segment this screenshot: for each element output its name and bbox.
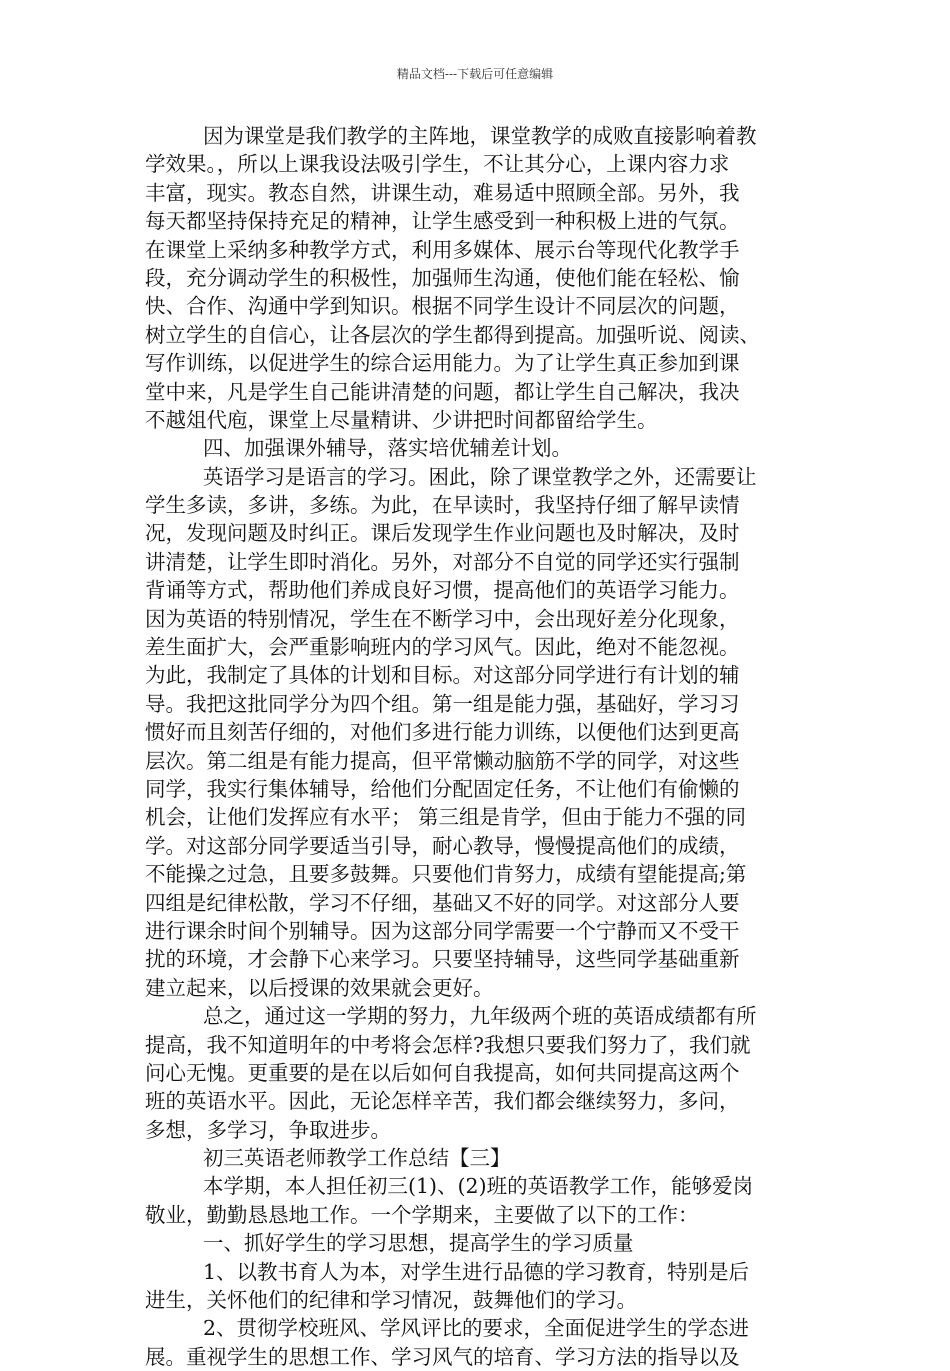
text-line: 本学期，本人担任初三(1)、(2)班的英语教学工作，能够爱岗 xyxy=(203,1174,754,1199)
text-line: 写作训练，以促进学生的综合运用能力。为了让学生真正参加到课 xyxy=(145,351,740,376)
text-line: 讲清楚，让学生即时消化。另外，对部分不自觉的同学还实行强制 xyxy=(145,549,740,574)
text-line: 进行课余时间个别辅导。因为这部分同学需要一个宁静而又不受干 xyxy=(145,918,740,943)
text-line: 段，充分调动学生的积极性，加强师生沟通，使他们能在轻松、愉 xyxy=(145,265,740,290)
document-body xyxy=(145,122,807,1371)
text-line: 丰富，现实。教态自然，讲课生动，难易适中照顾全部。另外，我 xyxy=(145,180,740,205)
text-line: 惯好而且刻苦仔细的，对他们多进行能力训练，以便他们达到更高 xyxy=(145,720,740,745)
text-line: 因为课堂是我们教学的主阵地，课堂教学的成败直接影响着教 xyxy=(203,124,757,148)
text-line: 提高，我不知道明年的中考将会怎样?我想只要我们努力了，我们就 xyxy=(145,1032,751,1057)
text-line: 为此，我制定了具体的计划和目标。对这部分同学进行有计划的辅 xyxy=(145,663,740,688)
text-line: 况，发现问题及时纠正。课后发现学生作业问题也及时解决，及时 xyxy=(145,521,740,546)
text-line: 背诵等方式，帮助他们养成良好习惯，提高他们的英语学习能力。 xyxy=(145,578,740,603)
text-line: 总之，通过这一学期的努力，九年级两个班的英语成绩都有所 xyxy=(203,1004,757,1029)
text-line: 堂中来，凡是学生自己能讲清楚的问题，都让学生自己解决，我决 xyxy=(145,379,740,404)
text-line: 快、合作、沟通中学到知识。根据不同学生设计不同层次的问题， xyxy=(145,294,740,319)
text-line: 学。对这部分同学要适当引导，耐心教导，慢慢提高他们的成绩， xyxy=(145,833,740,858)
text-line: 问心无愧。更重要的是在以后如何自我提高，如何共同提高这两个 xyxy=(145,1060,740,1085)
text-line: 不越俎代庖，课堂上尽量精讲、少讲把时间都留给学生。 xyxy=(145,407,658,432)
text-line: 进生，关怀他们的纪律和学习情况，鼓舞他们的学习。 xyxy=(145,1288,637,1313)
text-line: 四、加强课外辅导，落实培优辅差计划。 xyxy=(203,436,572,461)
text-line: 1、以教书育人为本，对学生进行品德的学习教育，特别是后 xyxy=(203,1259,750,1284)
text-line: 学效果。，所以上课我设法吸引学生，不让其分心，上课内容力求 xyxy=(145,152,730,177)
text-line: 班的英语水平。因此，无论怎样辛苦，我们都会继续努力，多问， xyxy=(145,1089,740,1114)
text-line: 层次。第二组是有能力提高，但平常懒动脑筋不学的同学，对这些 xyxy=(145,748,740,773)
text-line: 展。重视学生的思想工作、学习风气的培育、学习方法的指导以及 xyxy=(145,1344,740,1369)
text-line: 2、贯彻学校班风、学风评比的要求，全面促进学生的学态进 xyxy=(203,1316,750,1341)
text-line: 因为英语的特别情况，学生在不断学习中，会出现好差分化现象， xyxy=(145,606,740,631)
text-line: 扰的环境，才会静下心来学习。只要坚持辅导，这些同学基础重新 xyxy=(145,947,740,972)
text-line: 树立学生的自信心，让各层次的学生都得到提高。加强听说、阅读、 xyxy=(145,322,760,347)
text-line: 同学，我实行集体辅导，给他们分配固定任务，不让他们有偷懒的 xyxy=(145,776,740,801)
text-line: 每天都坚持保持充足的精神，让学生感受到一种积极上进的气氛。 xyxy=(145,209,740,234)
text-line: 导。我把这批同学分为四个组。第一组是能力强，基础好，学习习 xyxy=(145,691,740,716)
text-line: 差生面扩大，会严重影响班内的学习风气。因此，绝对不能忽视。 xyxy=(145,635,740,660)
text-line: 四组是纪律松散，学习不仔细，基础又不好的同学。对这部分人要 xyxy=(145,890,740,915)
text-line: 初三英语老师教学工作总结【三】 xyxy=(203,1146,511,1171)
text-line: 机会，让他们发挥应有水平； 第三组是肯学，但由于能力不强的同 xyxy=(145,805,747,830)
page-header: 精品文档---下载后可任意编辑 xyxy=(396,67,554,81)
text-line: 建立起来，以后授课的效果就会更好。 xyxy=(145,975,494,1000)
text-line: 敬业，勤勤恳恳地工作。一个学期来，主要做了以下的工作： xyxy=(145,1202,699,1227)
text-line: 英语学习是语言的学习。困此，除了课堂教学之外，还需要让 xyxy=(203,464,757,489)
text-line: 在课堂上采纳多种教学方式，利用多媒体、展示台等现代化教学手 xyxy=(145,237,740,262)
text-line: 不能操之过急，且要多鼓舞。只要他们肯努力，成绩有望能提高;第 xyxy=(145,862,747,887)
text-line: 学生多读，多讲，多练。为此，在早读时，我坚持仔细了解早读情 xyxy=(145,493,740,518)
text-line: 一、抓好学生的学习思想，提高学生的学习质量 xyxy=(203,1231,634,1256)
text-line: 多想，多学习，争取进步。 xyxy=(145,1117,391,1142)
